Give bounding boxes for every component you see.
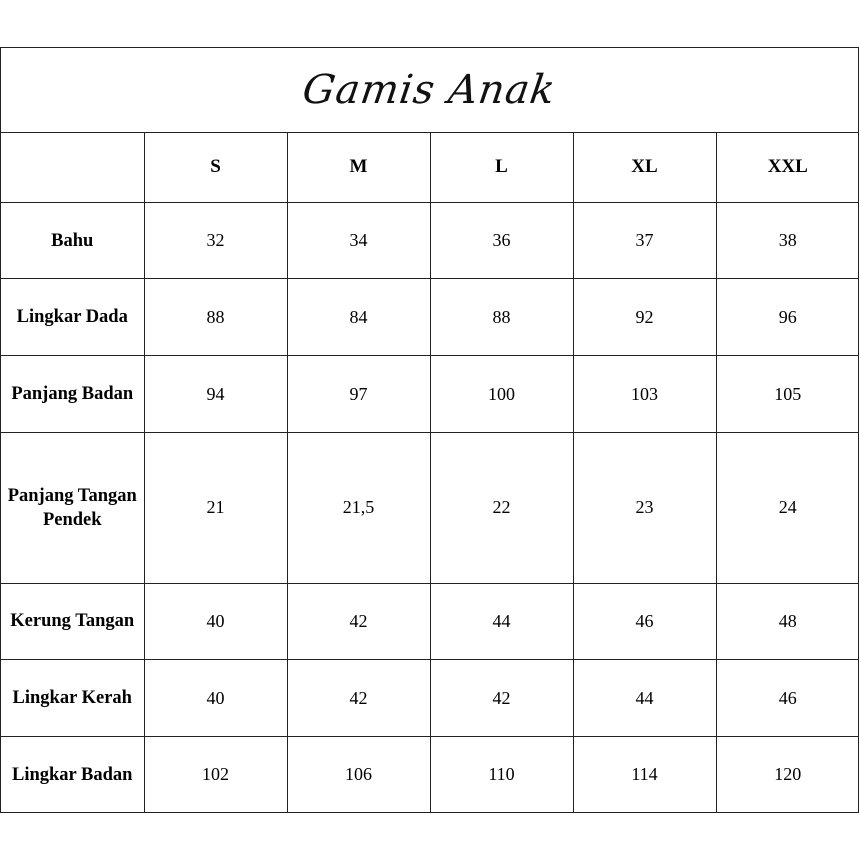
row-label: Lingkar Badan: [1, 737, 144, 812]
table-row: [1, 202, 859, 279]
table-row: [1, 279, 859, 356]
table-row: [1, 583, 859, 660]
chart-title: Gamis Anak: [300, 67, 559, 113]
value-cell: 34: [287, 202, 430, 279]
value-cell: 100: [430, 356, 573, 433]
value-cell: 23: [573, 433, 716, 584]
value-cell: 21: [144, 433, 287, 584]
row-label: Lingkar Dada: [1, 279, 144, 356]
table-row: [1, 737, 859, 812]
value-cell: 88: [430, 279, 573, 356]
value-cell: 88: [144, 279, 287, 356]
value-cell: 114: [573, 737, 716, 812]
value-cell: 46: [573, 583, 716, 660]
value-cell: 44: [573, 660, 716, 737]
value-cell: 24: [716, 433, 859, 584]
value-cell: 37: [573, 202, 716, 279]
value-cell: 46: [716, 660, 859, 737]
value-cell: 105: [716, 356, 859, 433]
value-cell: 38: [716, 202, 859, 279]
value-cell: 40: [144, 660, 287, 737]
value-cell: 48: [716, 583, 859, 660]
value-cell: 94: [144, 356, 287, 433]
value-cell: 22: [430, 433, 573, 584]
table-row: [1, 433, 859, 584]
size-table: [1, 133, 859, 812]
size-chart: [0, 47, 859, 813]
row-label: Kerung Tangan: [1, 583, 144, 660]
size-header-s: S: [144, 133, 287, 202]
title-bar: [1, 48, 858, 133]
header-row: [1, 133, 859, 202]
value-cell: 84: [287, 279, 430, 356]
value-cell: 96: [716, 279, 859, 356]
value-cell: 21,5: [287, 433, 430, 584]
value-cell: 102: [144, 737, 287, 812]
value-cell: 44: [430, 583, 573, 660]
value-cell: 110: [430, 737, 573, 812]
value-cell: 106: [287, 737, 430, 812]
value-cell: 42: [287, 660, 430, 737]
table-row: [1, 660, 859, 737]
value-cell: 97: [287, 356, 430, 433]
size-header-xxl: XXL: [716, 133, 859, 202]
value-cell: 36: [430, 202, 573, 279]
size-header-m: M: [287, 133, 430, 202]
row-label: Lingkar Kerah: [1, 660, 144, 737]
value-cell: 32: [144, 202, 287, 279]
row-label: Bahu: [1, 202, 144, 279]
value-cell: 92: [573, 279, 716, 356]
corner-cell: [1, 133, 144, 202]
size-header-xl: XL: [573, 133, 716, 202]
value-cell: 103: [573, 356, 716, 433]
value-cell: 40: [144, 583, 287, 660]
size-header-l: L: [430, 133, 573, 202]
table-row: [1, 356, 859, 433]
value-cell: 120: [716, 737, 859, 812]
value-cell: 42: [287, 583, 430, 660]
row-label: Panjang Tangan Pendek: [1, 433, 144, 584]
value-cell: 42: [430, 660, 573, 737]
row-label: Panjang Badan: [1, 356, 144, 433]
